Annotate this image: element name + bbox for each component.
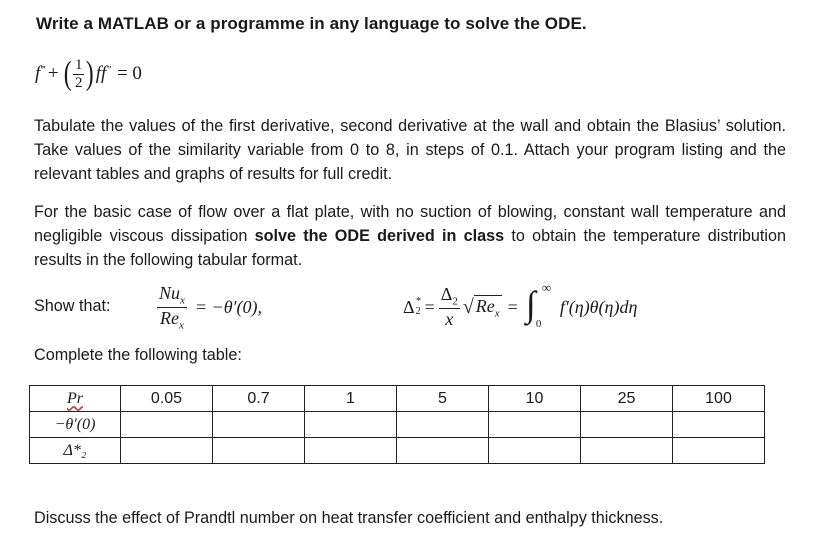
results-table [29, 385, 765, 464]
row-header-pr: Pr [30, 386, 121, 412]
delta-den: x [439, 308, 460, 330]
re-symbol: Re [160, 307, 179, 328]
delta-fraction [439, 284, 460, 330]
table-cell[interactable] [305, 412, 397, 438]
table-intro: Complete the following table: [34, 346, 242, 364]
integral-upper: ∞ [541, 280, 552, 295]
table-row-delta [30, 438, 765, 464]
ode-triple-prime: ‴ [40, 64, 45, 76]
pr-value: 0.05 [121, 386, 213, 412]
pr-value: 5 [397, 386, 489, 412]
table-cell[interactable] [121, 438, 213, 464]
delta-num: Δ [440, 284, 453, 305]
integral-sign: ∫ [525, 284, 536, 324]
ode-f: f [35, 63, 41, 84]
pr-value: 10 [489, 386, 581, 412]
table-cell[interactable] [489, 412, 581, 438]
ode-ff: ff [95, 63, 107, 84]
table-cell[interactable] [305, 438, 397, 464]
ode-half-den: 2 [74, 74, 83, 91]
nusselt-relation [157, 284, 262, 330]
table-cell[interactable] [673, 438, 765, 464]
problem-paragraph [34, 200, 786, 272]
integrand: f′(η)θ(η)dη [559, 296, 638, 317]
question-title: Write a MATLAB or a programme in any language to solve the ODE. [36, 14, 587, 33]
problem-text-2: to obtain the temperature distribution results in the following tabular format. [34, 227, 787, 269]
table-cell[interactable] [489, 438, 581, 464]
problem-text-bold: solve the ODE derived in class [254, 227, 505, 245]
table-cell[interactable] [673, 412, 765, 438]
table-cell[interactable] [121, 412, 213, 438]
nu-symbol: Nu [159, 282, 181, 303]
table-cell[interactable] [213, 412, 305, 438]
problem-text-1: For the basic case of flow over a flat plate, with no suction of blowing, constant wall temperature and negligible viscous dissipation [34, 203, 786, 245]
table-row-theta [30, 412, 765, 438]
sqrt-re: Re [475, 295, 495, 316]
ode-plus: + [47, 63, 59, 84]
nu-subscript: x [180, 294, 185, 307]
sqrt-re-sub: x [494, 307, 500, 320]
row-header-delta: Δ*₂ [30, 438, 121, 464]
ode-half-fraction [73, 57, 85, 92]
ode-equals-zero: = 0 [116, 63, 142, 84]
delta-lhs-sup: * [415, 296, 421, 307]
ode-equation: f ‴ + ( $\frac{1}{2}$ ) ff ″ = 0 [35, 55, 142, 92]
table-cell[interactable] [397, 438, 489, 464]
enthalpy-thickness-relation: Δ * 2 = $\frac{\Delta_2}{x}$ √ $Re_x$ = ∫ ∞ 0 f′(η)θ(η)dη [403, 280, 638, 330]
table-cell[interactable] [581, 412, 673, 438]
pr-value: 25 [581, 386, 673, 412]
pr-value: 1 [305, 386, 397, 412]
re-subscript: x [179, 319, 184, 332]
discussion-prompt: Discuss the effect of Prandtl number on heat transfer coefficient and enthalpy thickness. [34, 509, 664, 527]
delta-num-sub: 2 [452, 295, 458, 308]
table-row-pr [30, 386, 765, 412]
show-that-label: Show that: [34, 297, 111, 315]
pr-value: 0.7 [213, 386, 305, 412]
table-cell[interactable] [397, 412, 489, 438]
nu-rhs: = −θ′(0), [194, 296, 262, 317]
delta-lhs-sub: 2 [415, 306, 421, 317]
pr-value: 100 [673, 386, 765, 412]
delta-lhs: Δ [403, 296, 415, 317]
row-header-theta: −θ′(0) [30, 412, 121, 438]
integral-lower: 0 [535, 318, 542, 330]
instructions-paragraph: Tabulate the values of the first derivative, second derivative at the wall and obtain the Blasius’ solution. Take values of the similarity variable from 0 to 8, in steps of 0.1. Attach your program listing and the relevant tables and graphs of results for full credit. [34, 117, 786, 183]
table-cell[interactable] [213, 438, 305, 464]
nu-re-fraction [157, 283, 187, 331]
ode-double-prime: ″ [106, 64, 111, 76]
table-cell[interactable] [581, 438, 673, 464]
ode-half-num: 1 [74, 56, 83, 73]
